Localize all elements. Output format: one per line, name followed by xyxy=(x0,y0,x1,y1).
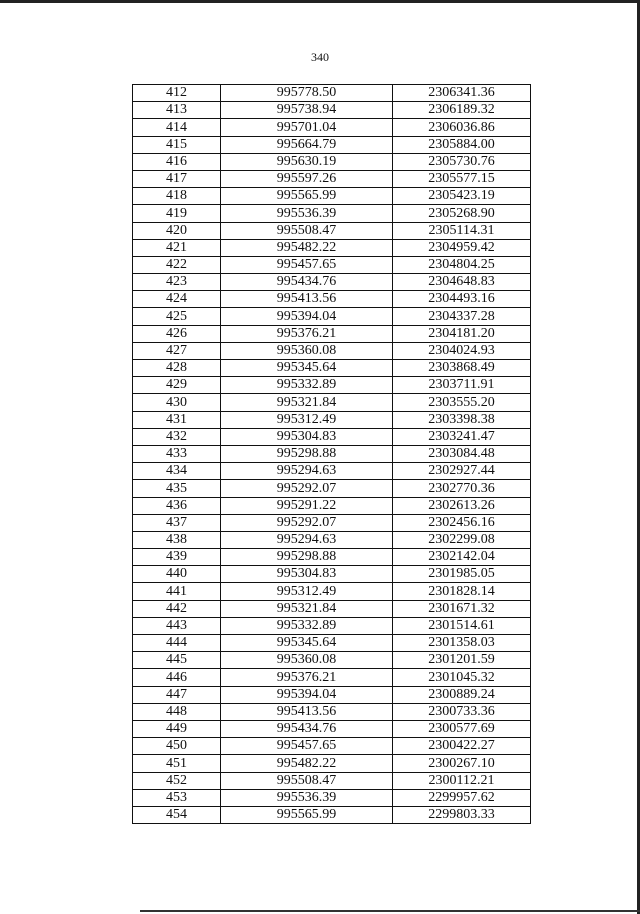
y-coordinate-cell: 2305268.90 xyxy=(393,205,531,222)
x-coordinate-cell: 995294.63 xyxy=(221,463,393,480)
y-coordinate-cell: 2300422.27 xyxy=(393,738,531,755)
y-coordinate-cell: 2301358.03 xyxy=(393,635,531,652)
y-coordinate-cell: 2299957.62 xyxy=(393,789,531,806)
y-coordinate-cell: 2303868.49 xyxy=(393,360,531,377)
y-coordinate-cell: 2301201.59 xyxy=(393,652,531,669)
point-number-cell: 423 xyxy=(133,274,221,291)
x-coordinate-cell: 995345.64 xyxy=(221,360,393,377)
point-number-cell: 450 xyxy=(133,738,221,755)
point-number-cell: 439 xyxy=(133,549,221,566)
point-number-cell: 436 xyxy=(133,497,221,514)
y-coordinate-cell: 2304337.28 xyxy=(393,308,531,325)
table-row xyxy=(133,119,531,136)
point-number-cell: 422 xyxy=(133,256,221,273)
point-number-cell: 454 xyxy=(133,806,221,823)
x-coordinate-cell: 995312.49 xyxy=(221,411,393,428)
x-coordinate-cell: 995434.76 xyxy=(221,274,393,291)
table-row xyxy=(133,342,531,359)
y-coordinate-cell: 2302927.44 xyxy=(393,463,531,480)
table-row xyxy=(133,411,531,428)
table-row xyxy=(133,514,531,531)
point-number-cell: 437 xyxy=(133,514,221,531)
y-coordinate-cell: 2300577.69 xyxy=(393,720,531,737)
point-number-cell: 421 xyxy=(133,239,221,256)
y-coordinate-cell: 2303711.91 xyxy=(393,377,531,394)
y-coordinate-cell: 2306189.32 xyxy=(393,102,531,119)
x-coordinate-cell: 995292.07 xyxy=(221,514,393,531)
table-row xyxy=(133,720,531,737)
point-number-cell: 445 xyxy=(133,652,221,669)
table-row xyxy=(133,686,531,703)
x-coordinate-cell: 995376.21 xyxy=(221,669,393,686)
table-row xyxy=(133,806,531,823)
x-coordinate-cell: 995332.89 xyxy=(221,377,393,394)
y-coordinate-cell: 2305423.19 xyxy=(393,188,531,205)
point-number-cell: 449 xyxy=(133,720,221,737)
y-coordinate-cell: 2301828.14 xyxy=(393,583,531,600)
table-row xyxy=(133,394,531,411)
table-row xyxy=(133,549,531,566)
y-coordinate-cell: 2302456.16 xyxy=(393,514,531,531)
x-coordinate-cell: 995376.21 xyxy=(221,325,393,342)
table-row xyxy=(133,325,531,342)
table-row xyxy=(133,308,531,325)
point-number-cell: 446 xyxy=(133,669,221,686)
y-coordinate-cell: 2300733.36 xyxy=(393,703,531,720)
x-coordinate-cell: 995457.65 xyxy=(221,256,393,273)
table-row xyxy=(133,222,531,239)
point-number-cell: 440 xyxy=(133,566,221,583)
x-coordinate-cell: 995738.94 xyxy=(221,102,393,119)
table-row xyxy=(133,256,531,273)
table-row xyxy=(133,617,531,634)
point-number-cell: 417 xyxy=(133,170,221,187)
y-coordinate-cell: 2300267.10 xyxy=(393,755,531,772)
table-row xyxy=(133,85,531,102)
y-coordinate-cell: 2300889.24 xyxy=(393,686,531,703)
x-coordinate-cell: 995536.39 xyxy=(221,789,393,806)
x-coordinate-cell: 995312.49 xyxy=(221,583,393,600)
x-coordinate-cell: 995332.89 xyxy=(221,617,393,634)
point-number-cell: 429 xyxy=(133,377,221,394)
point-number-cell: 447 xyxy=(133,686,221,703)
x-coordinate-cell: 995413.56 xyxy=(221,703,393,720)
point-number-cell: 415 xyxy=(133,136,221,153)
table-row xyxy=(133,274,531,291)
x-coordinate-cell: 995664.79 xyxy=(221,136,393,153)
point-number-cell: 412 xyxy=(133,85,221,102)
table-row xyxy=(133,652,531,669)
x-coordinate-cell: 995565.99 xyxy=(221,806,393,823)
y-coordinate-cell: 2301985.05 xyxy=(393,566,531,583)
point-number-cell: 419 xyxy=(133,205,221,222)
point-number-cell: 426 xyxy=(133,325,221,342)
y-coordinate-cell: 2301514.61 xyxy=(393,617,531,634)
page-number: 340 xyxy=(311,50,329,64)
y-coordinate-cell: 2304648.83 xyxy=(393,274,531,291)
table-row xyxy=(133,480,531,497)
y-coordinate-cell: 2305577.15 xyxy=(393,170,531,187)
point-number-cell: 418 xyxy=(133,188,221,205)
y-coordinate-cell: 2303084.48 xyxy=(393,445,531,462)
point-number-cell: 451 xyxy=(133,755,221,772)
table-row xyxy=(133,566,531,583)
point-number-cell: 435 xyxy=(133,480,221,497)
table-row xyxy=(133,428,531,445)
y-coordinate-cell: 2303555.20 xyxy=(393,394,531,411)
table-row xyxy=(133,360,531,377)
point-number-cell: 431 xyxy=(133,411,221,428)
table-row xyxy=(133,170,531,187)
point-number-cell: 448 xyxy=(133,703,221,720)
point-number-cell: 424 xyxy=(133,291,221,308)
point-number-cell: 452 xyxy=(133,772,221,789)
point-number-cell: 443 xyxy=(133,617,221,634)
table-row xyxy=(133,445,531,462)
x-coordinate-cell: 995597.26 xyxy=(221,170,393,187)
x-coordinate-cell: 995394.04 xyxy=(221,308,393,325)
table-row xyxy=(133,188,531,205)
table-row xyxy=(133,635,531,652)
x-coordinate-cell: 995304.83 xyxy=(221,566,393,583)
y-coordinate-cell: 2299803.33 xyxy=(393,806,531,823)
point-number-cell: 414 xyxy=(133,119,221,136)
table-row xyxy=(133,789,531,806)
point-number-cell: 441 xyxy=(133,583,221,600)
y-coordinate-cell: 2302770.36 xyxy=(393,480,531,497)
y-coordinate-cell: 2301671.32 xyxy=(393,600,531,617)
x-coordinate-cell: 995630.19 xyxy=(221,153,393,170)
table-row xyxy=(133,738,531,755)
x-coordinate-cell: 995360.08 xyxy=(221,652,393,669)
y-coordinate-cell: 2305730.76 xyxy=(393,153,531,170)
y-coordinate-cell: 2303398.38 xyxy=(393,411,531,428)
x-coordinate-cell: 995345.64 xyxy=(221,635,393,652)
y-coordinate-cell: 2304804.25 xyxy=(393,256,531,273)
table-row xyxy=(133,772,531,789)
point-number-cell: 432 xyxy=(133,428,221,445)
x-coordinate-cell: 995482.22 xyxy=(221,755,393,772)
point-number-cell: 413 xyxy=(133,102,221,119)
point-number-cell: 430 xyxy=(133,394,221,411)
x-coordinate-cell: 995321.84 xyxy=(221,394,393,411)
x-coordinate-cell: 995304.83 xyxy=(221,428,393,445)
x-coordinate-cell: 995701.04 xyxy=(221,119,393,136)
table-row xyxy=(133,205,531,222)
x-coordinate-cell: 995508.47 xyxy=(221,772,393,789)
page-edge-top xyxy=(0,0,640,3)
x-coordinate-cell: 995778.50 xyxy=(221,85,393,102)
x-coordinate-cell: 995434.76 xyxy=(221,720,393,737)
x-coordinate-cell: 995292.07 xyxy=(221,480,393,497)
point-number-cell: 420 xyxy=(133,222,221,239)
point-number-cell: 416 xyxy=(133,153,221,170)
x-coordinate-cell: 995536.39 xyxy=(221,205,393,222)
table-row xyxy=(133,583,531,600)
table-row xyxy=(133,669,531,686)
point-number-cell: 434 xyxy=(133,463,221,480)
x-coordinate-cell: 995360.08 xyxy=(221,342,393,359)
x-coordinate-cell: 995508.47 xyxy=(221,222,393,239)
x-coordinate-cell: 995294.63 xyxy=(221,531,393,548)
coordinate-table xyxy=(132,84,531,824)
table-row xyxy=(133,531,531,548)
y-coordinate-cell: 2301045.32 xyxy=(393,669,531,686)
table-row xyxy=(133,153,531,170)
x-coordinate-cell: 995413.56 xyxy=(221,291,393,308)
x-coordinate-cell: 995394.04 xyxy=(221,686,393,703)
table-row xyxy=(133,239,531,256)
y-coordinate-cell: 2304181.20 xyxy=(393,325,531,342)
table-row xyxy=(133,102,531,119)
y-coordinate-cell: 2306036.86 xyxy=(393,119,531,136)
y-coordinate-cell: 2302299.08 xyxy=(393,531,531,548)
table-row xyxy=(133,377,531,394)
point-number-cell: 433 xyxy=(133,445,221,462)
x-coordinate-cell: 995482.22 xyxy=(221,239,393,256)
point-number-cell: 453 xyxy=(133,789,221,806)
x-coordinate-cell: 995457.65 xyxy=(221,738,393,755)
coordinate-table-body xyxy=(133,85,531,824)
y-coordinate-cell: 2302142.04 xyxy=(393,549,531,566)
x-coordinate-cell: 995291.22 xyxy=(221,497,393,514)
y-coordinate-cell: 2303241.47 xyxy=(393,428,531,445)
x-coordinate-cell: 995321.84 xyxy=(221,600,393,617)
table-row xyxy=(133,600,531,617)
point-number-cell: 442 xyxy=(133,600,221,617)
table-row xyxy=(133,703,531,720)
table-row xyxy=(133,755,531,772)
table-row xyxy=(133,291,531,308)
point-number-cell: 425 xyxy=(133,308,221,325)
y-coordinate-cell: 2304493.16 xyxy=(393,291,531,308)
y-coordinate-cell: 2302613.26 xyxy=(393,497,531,514)
point-number-cell: 427 xyxy=(133,342,221,359)
y-coordinate-cell: 2305114.31 xyxy=(393,222,531,239)
table-row xyxy=(133,497,531,514)
table-row xyxy=(133,136,531,153)
y-coordinate-cell: 2305884.00 xyxy=(393,136,531,153)
page-edge-bottom xyxy=(140,910,640,912)
y-coordinate-cell: 2306341.36 xyxy=(393,85,531,102)
table-row xyxy=(133,463,531,480)
y-coordinate-cell: 2304959.42 xyxy=(393,239,531,256)
x-coordinate-cell: 995565.99 xyxy=(221,188,393,205)
point-number-cell: 444 xyxy=(133,635,221,652)
point-number-cell: 438 xyxy=(133,531,221,548)
x-coordinate-cell: 995298.88 xyxy=(221,549,393,566)
x-coordinate-cell: 995298.88 xyxy=(221,445,393,462)
point-number-cell: 428 xyxy=(133,360,221,377)
y-coordinate-cell: 2304024.93 xyxy=(393,342,531,359)
y-coordinate-cell: 2300112.21 xyxy=(393,772,531,789)
